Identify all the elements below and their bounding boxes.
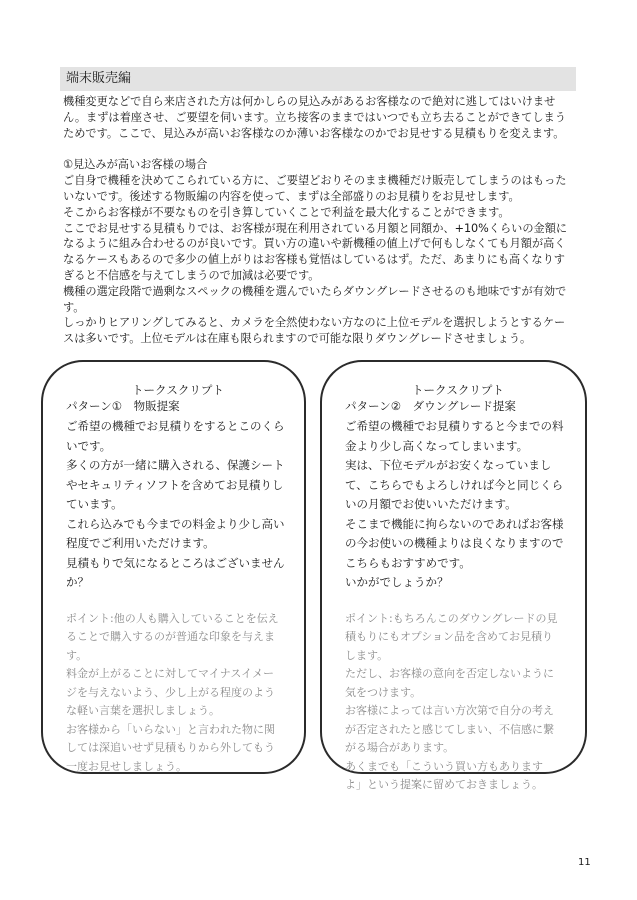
section-title: 端末販売編	[60, 67, 576, 91]
script-line: そこまで機能に拘らないのであればお客様	[345, 516, 564, 531]
intro-line: ん。まずは着座させ、ご要望を伺います。立ち接客のままではいつでも立ち去ることができてしまう	[63, 110, 566, 124]
script-line: 金より少し高くなってしまいます。	[345, 438, 529, 453]
point-line: します。	[345, 648, 389, 662]
point-line: ポイント:他の人も購入していることを伝え	[66, 611, 279, 625]
point-line: お客様によっては言い方次第で自分の考え	[345, 704, 554, 717]
points-text	[345, 610, 571, 795]
point-line: よ」という提案に留めておきましょう。	[345, 778, 543, 791]
script-line: やセキュリティソフトを含めてお見積りし	[66, 477, 284, 492]
script-line: ています。	[66, 497, 123, 511]
script-line: 実は、下位モデルがお安くなっていまし	[345, 458, 552, 472]
script-line: ご希望の機種でお見積りすると今までの料	[345, 419, 564, 433]
script-line: 見積もりで気になるところはございません	[66, 555, 285, 570]
script-line: こちらもおすすめです。	[345, 555, 471, 570]
case-line: 機種の選定段階で過剰なスペックの機種を選んでいたらダウングレードさせるのも地味ですが有効で	[63, 284, 567, 298]
script-text	[66, 417, 290, 593]
script-text	[345, 417, 571, 593]
case-line: ぎると不信感を与えてしまうので加減は必要です。	[63, 268, 320, 282]
point-line: 料金が上がることに対してマイナスイメー	[66, 667, 275, 680]
point-line: あくまでも「こういう買い方もあります	[345, 759, 543, 773]
talk-script-heading: トークスクリプト	[412, 383, 504, 397]
script-line: これら込みでも今までの料金より少し高い	[66, 516, 285, 531]
talk-script-box-pattern-2	[320, 360, 587, 791]
case-line: す。	[63, 300, 85, 314]
point-line: ることで購入するのが普通な印象を与えま	[66, 630, 275, 643]
point-line: 積もりにもオプション品を含めてお見積り	[345, 630, 554, 643]
point-line: がる場合があります。	[345, 741, 455, 754]
point-line: ジを与えないよう、少し上がる程度のよう	[66, 685, 275, 699]
case-line: なるケースもあるので多少の値上がりはお客様も覚悟はしているはず。ただ、あまりにも高くなりす	[63, 253, 565, 267]
script-line: か？	[66, 575, 89, 589]
page-number: 11	[578, 857, 591, 868]
intro-line: 機種変更などで自ら来店された方は何かしらの見込みがあるお客様なので絶対に逃してはいけませ	[63, 95, 556, 108]
point-line: 一度お見せしましょう。	[66, 759, 187, 773]
point-line: お客様から「いらない」と言われた物に関	[66, 722, 275, 736]
point-line: ポイント:もちろんこのダウングレードの見	[345, 611, 558, 625]
case-line: スは多いです。上位モデルは在庫も限られますので可能な限りダウングレードさせましょう。	[63, 332, 532, 346]
script-line: の今お使いの機種よりは良くなりますので	[345, 536, 564, 550]
case-high-prospect	[63, 157, 577, 347]
case-line: ご自身で機種を決めてこられている方に、ご要望どおりそのまま機種だけ販売してしまうのはもった	[63, 174, 567, 188]
case-line: ここでお見せする見積もりでは、お客様が現在利用されている月額と同額か、+10%くらいの金額に	[63, 221, 568, 235]
talk-script-heading: トークスクリプト	[132, 383, 224, 397]
intro-line: ためです。ここで、見込みが高いお客様なのか薄いお客様なのかでお見せする見積もりを変えます。	[63, 126, 565, 140]
pattern-label: パターン① 物販提案	[66, 399, 180, 413]
script-line: いかがでしょうか？	[345, 575, 449, 589]
script-line: いです。	[66, 438, 112, 453]
talk-script-box-pattern-1	[41, 360, 306, 774]
case-line: いないです。後述する物販編の内容を使って、まずは全部盛りのお見積りをお見せします。	[63, 189, 520, 203]
point-line: な軽い言葉を選択しましょう。	[66, 704, 220, 717]
case-line: しっかりヒアリングしてみると、カメラを全然使わない方なのに上位モデルを選択しようとするケー	[63, 316, 566, 330]
points-text	[66, 610, 290, 777]
case-line: そこからお客様が不要なものを引き算していくことで利益を最大化することができます。	[63, 205, 510, 219]
pattern-label: パターン② ダウングレード提案	[345, 399, 516, 413]
script-line: て、こちらでもよろしければ今と同じくら	[345, 477, 564, 492]
script-line: 程度でご利用いただけます。	[66, 536, 215, 550]
script-line: いの月額でお使いいただけます。	[345, 497, 517, 511]
case-line: なるように組み合わせるのが良いです。買い方の違いや新機種の値上げで何もしなくても月額が高く	[63, 237, 566, 251]
script-line: 多くの方が一緒に購入される、保護シート	[66, 458, 285, 472]
point-line: が否定されたと感じてしまい、不信感に繋	[345, 722, 554, 736]
case-line: ①見込みが高いお客様の場合	[63, 158, 208, 172]
point-line: ただし、お客様の意向を否定しないように	[345, 667, 554, 680]
intro-paragraph	[63, 94, 577, 141]
point-line: しては深追いせず見積もりから外してもう	[66, 741, 275, 754]
intro-text	[63, 94, 577, 347]
point-line: 気をつけます。	[345, 685, 422, 699]
script-line: ご希望の機種でお見積りをするとこのくら	[66, 419, 285, 433]
point-line: す。	[66, 648, 88, 662]
